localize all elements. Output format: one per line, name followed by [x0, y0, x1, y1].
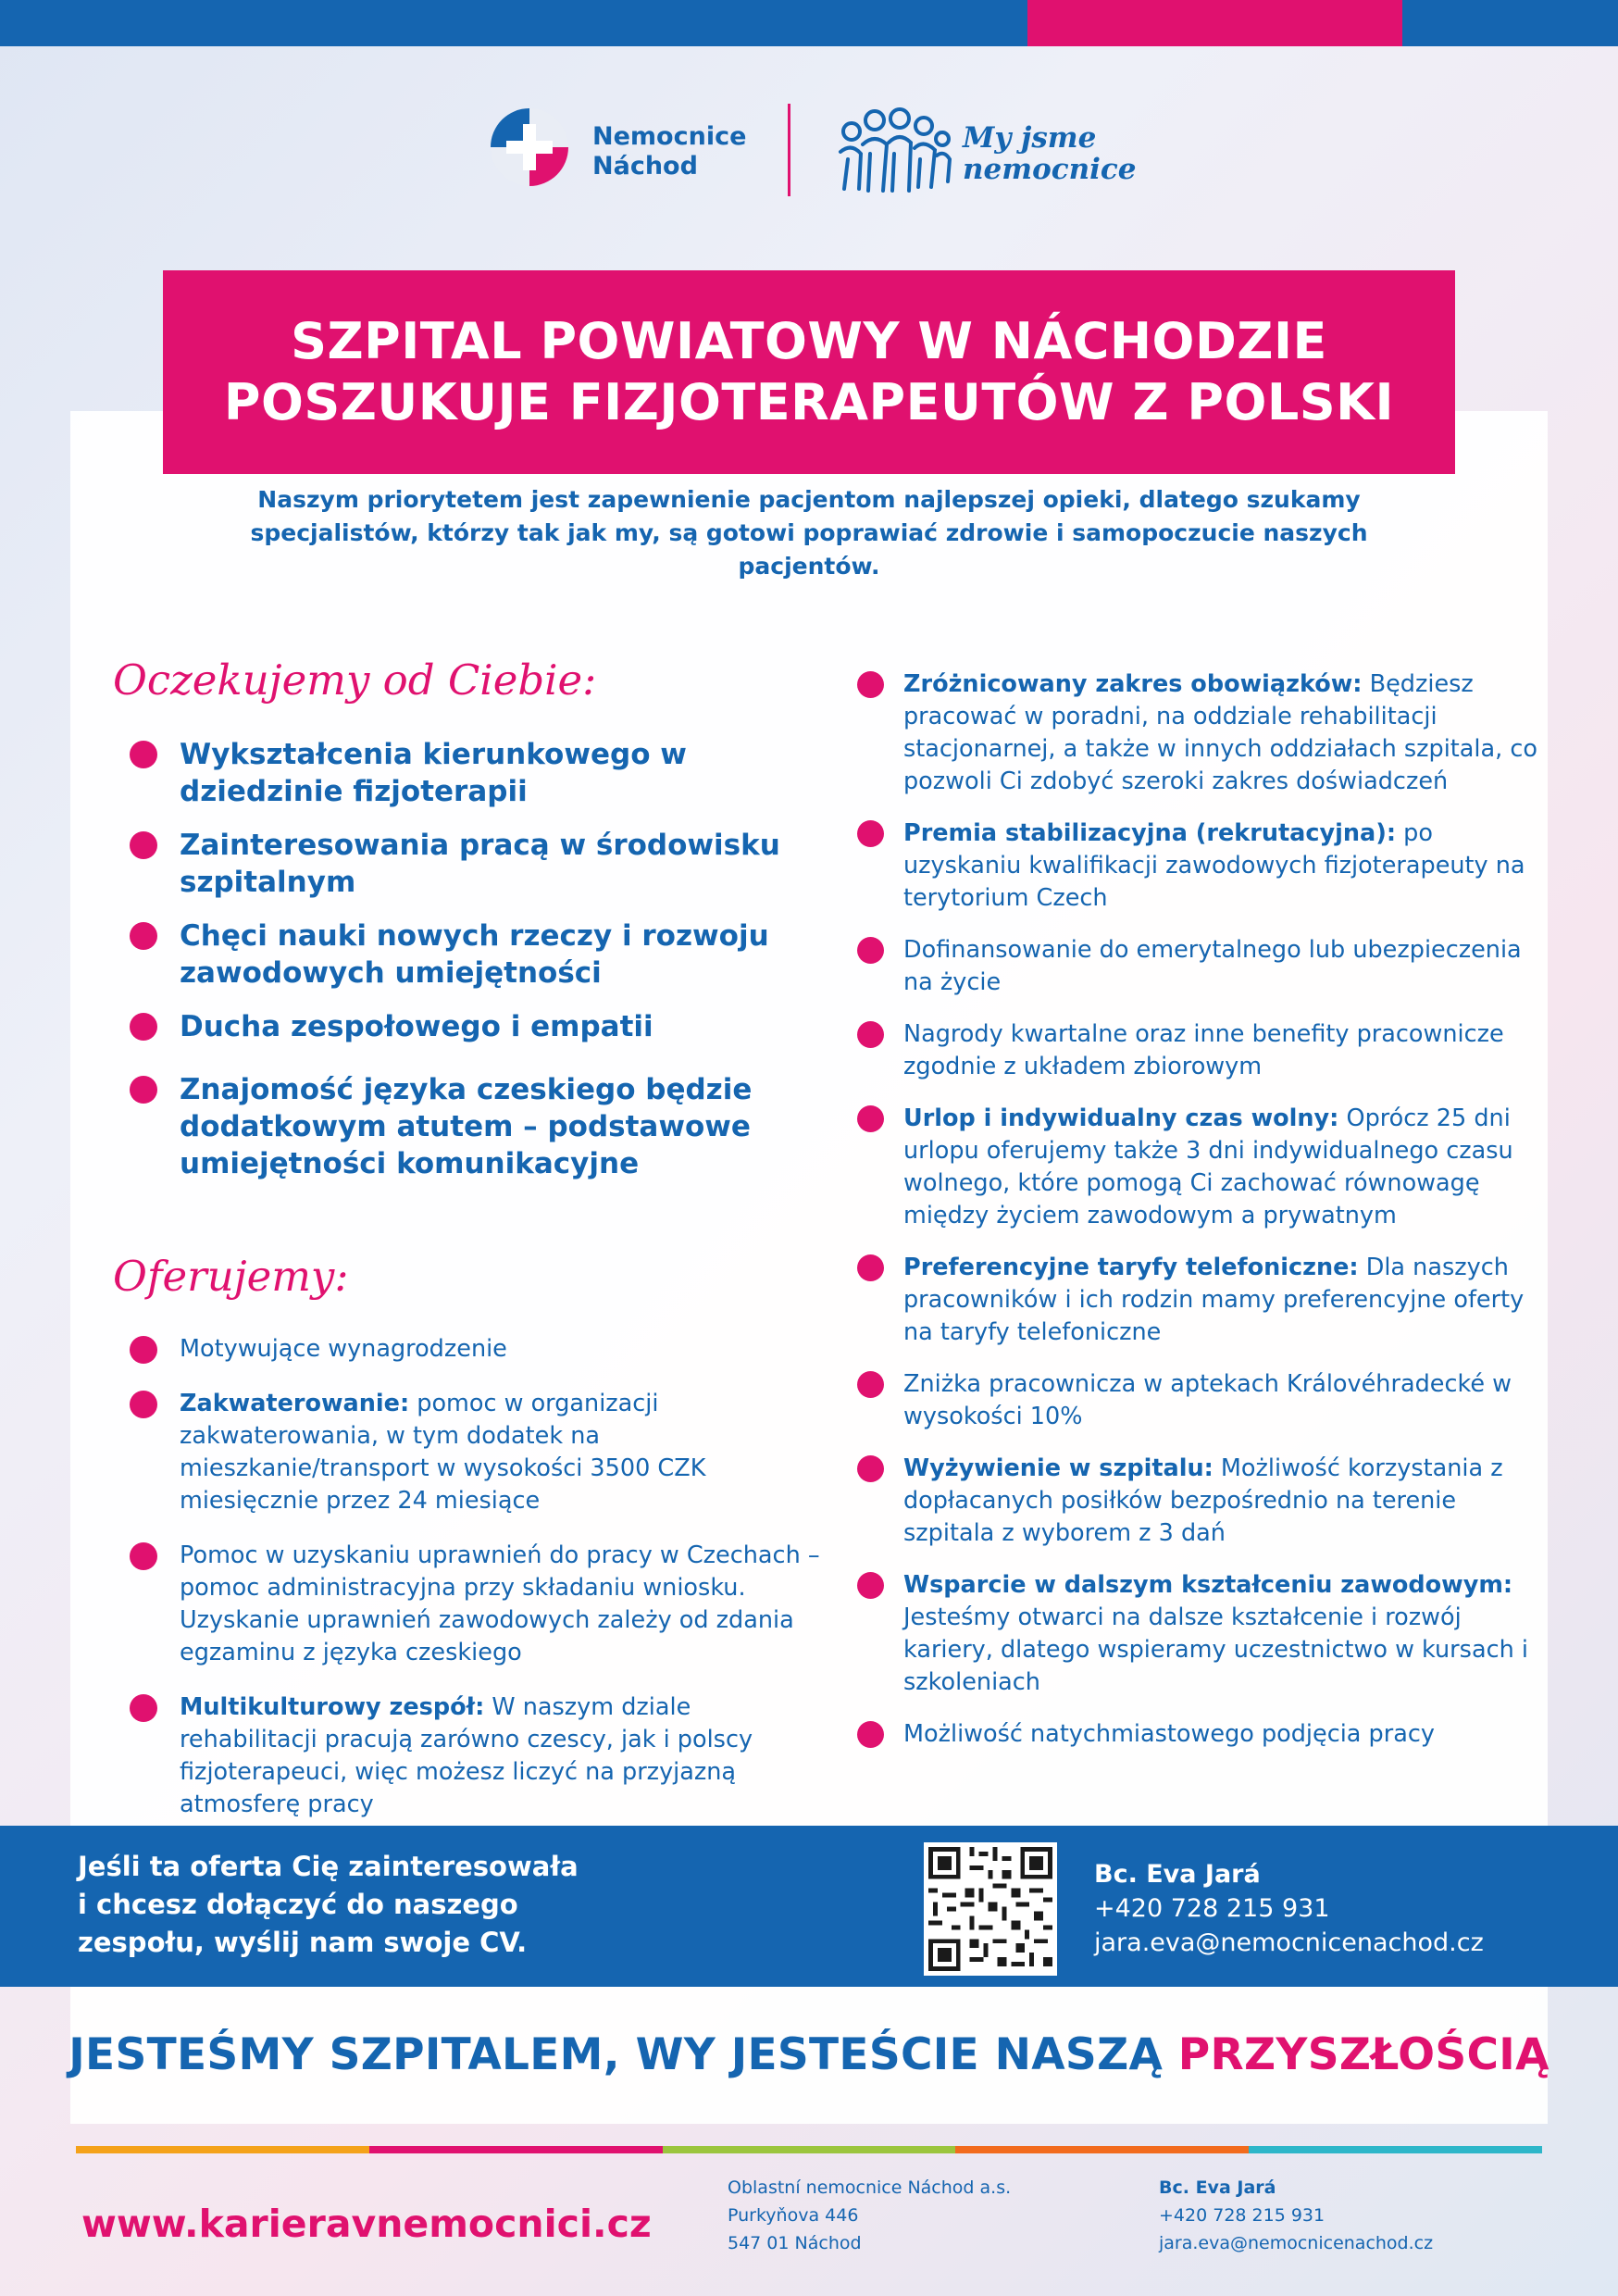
- top-bar-pink: [1027, 0, 1402, 46]
- bullet-dot-icon: [130, 1391, 157, 1418]
- list-item: Pomoc w uzyskaniu uprawnień do pracy w Czechach – pomoc administracyjna przy składaniu wniosku. Uzyskanie uprawnień zawodowych zależy od zdania egzaminu z języka czeskiego: [130, 1540, 833, 1669]
- contact-band: [0, 1826, 1618, 1987]
- hospital-name: Nemocnice Náchod: [592, 122, 747, 181]
- top-color-bar: [0, 0, 1618, 46]
- website-link[interactable]: www.karieravnemocnici.cz: [81, 2202, 652, 2246]
- bullet-dot-icon: [857, 1371, 884, 1398]
- bullet-dot-icon: [857, 937, 884, 964]
- stripe-segment: [663, 2146, 956, 2153]
- footer-contact: [1159, 2174, 1433, 2257]
- contact-info: [1094, 1857, 1484, 1960]
- footer-contact-name: Bc. Eva Jará: [1159, 2177, 1276, 2198]
- bullet-dot-icon: [857, 671, 884, 698]
- list-item: Multikulturowy zespół: W naszym dziale rehabilitacji pracują zarówno czescy, jak i polscy fizjoterapeuci, więc możesz liczyć na przyjazną atmosferę pracy: [130, 1691, 833, 1821]
- footer-org: Oblastní nemocnice Náchod a.s.: [728, 2177, 1012, 2198]
- contact-name: Bc. Eva Jará: [1094, 1860, 1261, 1889]
- list-item: Premia stabilizacyjna (rekrutacyjna): po uzyskaniu kwalifikacji zawodowych fizjoterapeuty na terytorium Czech: [857, 817, 1550, 915]
- bullet-dot-icon: [857, 1572, 884, 1599]
- stripe-segment: [1249, 2146, 1542, 2153]
- list-item: Preferencyjne taryfy telefoniczne: Dla naszych pracowników i ich rodzin mamy preferencyjne oferty na taryfy telefoniczne: [857, 1252, 1550, 1349]
- headline-line-1: SZPITAL POWIATOWY W NÁCHODZIE: [291, 312, 1327, 370]
- bullet-dot-icon: [130, 1013, 157, 1041]
- offer-list-right: [857, 668, 1550, 1751]
- logo-divider: [788, 104, 790, 196]
- list-item: Dofinansowanie do emerytalnego lub ubezpieczenia na życie: [857, 934, 1550, 999]
- list-item: Urlop i indywidualny czas wolny: Oprócz 25 dni urlopu oferujemy także 3 dni indywidualnego czasu wolnego, które pomogą Ci zachować równowagę między życiem zawodowym a prywatnym: [857, 1103, 1550, 1232]
- offer-list-left: [130, 1333, 833, 1821]
- bullet-dot-icon: [857, 820, 884, 847]
- bullet-dot-icon: [130, 1336, 157, 1364]
- list-item: Zniżka pracownicza w aptekach Královéhradecké w wysokości 10%: [857, 1368, 1550, 1433]
- logo-row: [0, 104, 1618, 201]
- list-item: Motywujące wynagrodzenie: [130, 1333, 833, 1366]
- bullet-dot-icon: [130, 1076, 157, 1104]
- list-item: Nagrody kwartalne oraz inne benefity pracownicze zgodnie z układem zbiorowym: [857, 1018, 1550, 1083]
- stripe-segment: [955, 2146, 1249, 2153]
- color-stripe: [76, 2146, 1542, 2153]
- list-item: Wykształcenia kierunkowego w dziedzinie fizjoterapii: [130, 736, 833, 810]
- bullet-dot-icon: [130, 831, 157, 859]
- footer-city: 547 01 Náchod: [728, 2233, 862, 2253]
- bullet-dot-icon: [857, 1254, 884, 1281]
- slogan-part-2: PRZYSZŁOŚCIĄ: [1177, 2029, 1550, 2080]
- slogan-part-1: JESTEŚMY SZPITALEM, WY JESTEŚCIE NASZĄ: [68, 2029, 1178, 2080]
- expect-list: [130, 736, 833, 1182]
- expect-heading: Oczekujemy od Ciebie:: [113, 655, 597, 705]
- list-item: Wyżywienie w szpitalu: Możliwość korzystania z dopłacanych posiłków bezpośrednio na terenie szpitala z wyborem z 3 dań: [857, 1453, 1550, 1550]
- nemocnice-nachod-logo-icon: [488, 106, 571, 189]
- headline-box: [163, 270, 1455, 474]
- list-item: Zakwaterowanie: pomoc w organizacji zakwaterowania, w tym dodatek na mieszkanie/transport w wysokości 3500 CZK miesięcznie przez 24 miesiące: [130, 1388, 833, 1517]
- list-item: Wsparcie w dalszym kształceniu zawodowym: Jesteśmy otwarci na dalsze kształcenie i rozwój kariery, dlatego wspieramy uczestnictwo w kursach i szkoleniach: [857, 1569, 1550, 1699]
- list-item: Chęci nauki nowych rzeczy i rozwoju zawodowych umiejętności: [130, 917, 833, 992]
- top-bar-blue-left: [0, 0, 1027, 46]
- headline-line-2: POSZUKUJE FIZJOTERAPEUTÓW Z POLSKI: [223, 373, 1395, 431]
- bullet-dot-icon: [857, 1105, 884, 1132]
- list-item: Możliwość natychmiastowego podjęcia pracy: [857, 1718, 1550, 1751]
- contact-phone[interactable]: +420 728 215 931: [1094, 1894, 1330, 1923]
- bullet-dot-icon: [857, 1455, 884, 1482]
- list-item: Ducha zespołowego i empatii: [130, 1008, 833, 1045]
- cta-text: Jeśli ta oferta Cię zainteresowała i chcesz dołączyć do naszego zespołu, wyślij nam swoje CV.: [78, 1851, 579, 1958]
- stripe-segment: [369, 2146, 663, 2153]
- bullet-dot-icon: [130, 741, 157, 768]
- bullet-dot-icon: [130, 1694, 157, 1722]
- campaign-logo-text: My jsme nemocnice: [963, 121, 1137, 186]
- footer-address: [728, 2174, 1011, 2257]
- bullet-dot-icon: [130, 922, 157, 950]
- footer-street: Purkyňova 446: [728, 2205, 859, 2226]
- slogan: [0, 2029, 1618, 2080]
- stripe-segment: [76, 2146, 369, 2153]
- list-item: Znajomość języka czeskiego będzie dodatkowym atutem – podstawowe umiejętności komunikacyjne: [130, 1071, 833, 1182]
- footer-contact-email[interactable]: jara.eva@nemocnicenachod.cz: [1159, 2233, 1434, 2253]
- hospital-logo-text: [592, 122, 746, 181]
- bullet-dot-icon: [857, 1721, 884, 1748]
- contact-email[interactable]: jara.eva@nemocnicenachod.cz: [1094, 1928, 1484, 1957]
- footer-contact-phone[interactable]: +420 728 215 931: [1159, 2205, 1326, 2226]
- intro-text: Naszym priorytetem jest zapewnienie pacjentom najlepszej opieki, dlatego szukamy specjalistów, którzy tak jak my, są gotowi poprawiać zdrowie i samopoczucie naszych pacjentów.: [250, 486, 1368, 580]
- list-item: Zainteresowania pracą w środowisku szpitalnym: [130, 827, 833, 901]
- bullet-dot-icon: [130, 1542, 157, 1570]
- people-group-logo-icon: [833, 107, 953, 196]
- bullet-dot-icon: [857, 1021, 884, 1048]
- top-bar-blue-right: [1402, 0, 1618, 46]
- qr-code-icon[interactable]: [924, 1842, 1057, 1976]
- offer-heading: Oferujemy:: [113, 1252, 349, 1301]
- list-item: Zróżnicowany zakres obowiązków: Będziesz pracować w poradni, na oddziale rehabilitacji stacjonarnej, a także w innych oddziałach szpitala, co pozwoli Ci zdobyć szeroki zakres doświadczeń: [857, 668, 1550, 798]
